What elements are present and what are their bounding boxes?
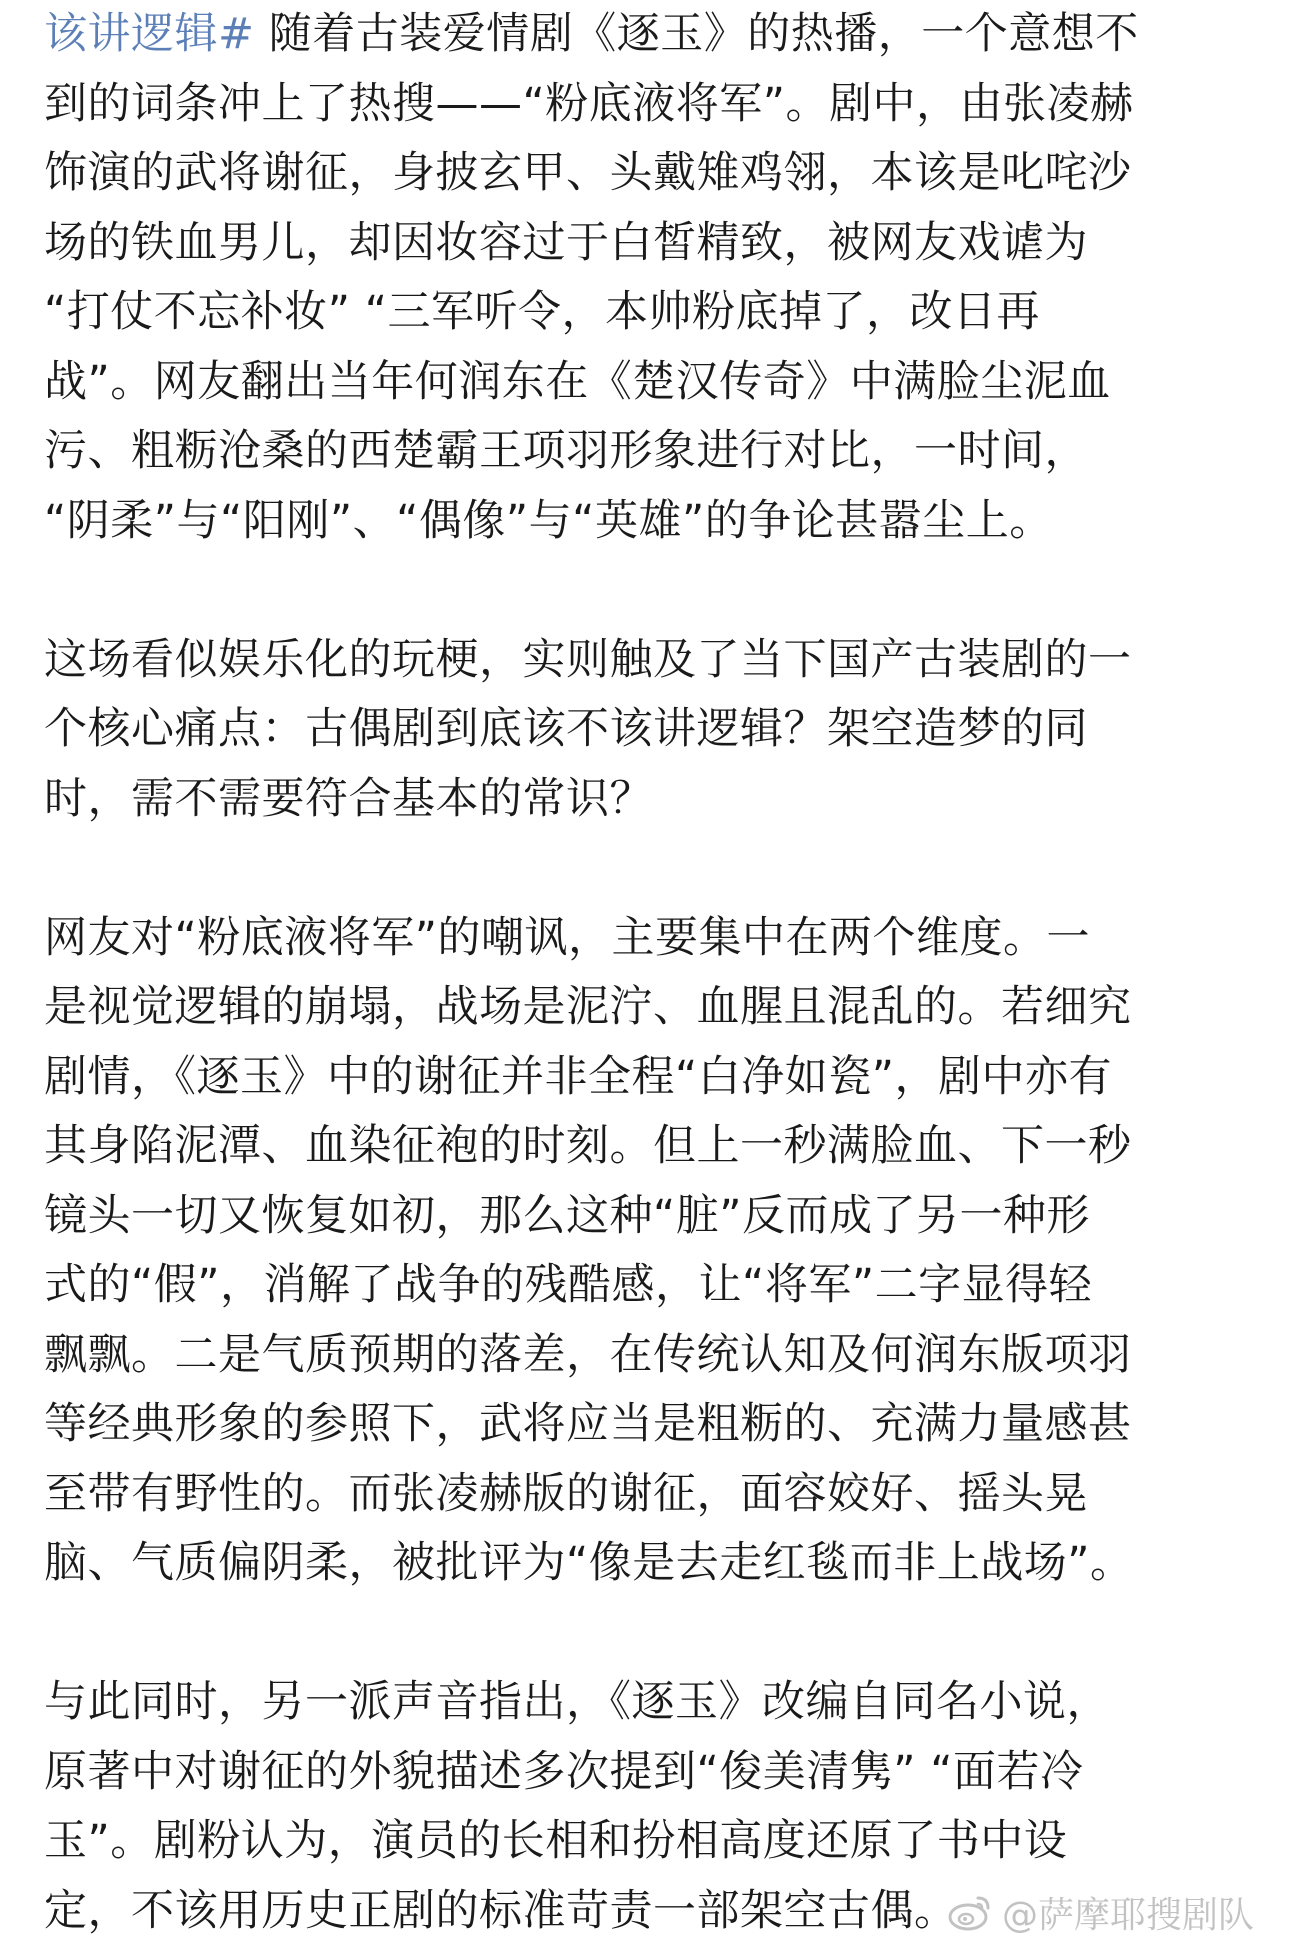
paragraph-line: 战”。网友翻出当年何润东在《楚汉传奇》中满脸尘泥血 — [44, 356, 1111, 407]
paragraph-1 — [44, 0, 1250, 556]
paragraph-line: 到的词条冲上了热搜——“粉底液将军”。剧中，由张凌赫 — [44, 78, 1134, 129]
paragraph-line: 其身陷泥潭、血染征袍的时刻。但上一秒满脸血、下一秒 — [44, 1121, 1132, 1171]
paragraph-line: 场的铁血男儿，却因妆容过于白皙精致，被网友戏谑为 — [44, 217, 1088, 268]
paragraph-line: 污、粗粝沧桑的西楚霸王项羽形象进行对比，一时间， — [44, 426, 1088, 476]
line-text: 随着古装爱情剧《逐玉》的热播，一个意想不 — [254, 9, 1139, 59]
weibo-logo-icon — [946, 1892, 994, 1932]
paragraph-line: 至带有野性的。而张凌赫版的谢征，面容姣好、摇头晃 — [44, 1468, 1088, 1519]
post-body — [44, 0, 1250, 1946]
paragraph-line: 定，不该用历史正剧的标准苛责一部架空古偶。 — [44, 1885, 958, 1936]
paragraph-2 — [44, 626, 1250, 835]
paragraph-line: 等经典形象的参照下，武将应当是粗粝的、充满力量感甚 — [44, 1399, 1132, 1449]
paragraph-line: “阴柔”与“阳刚”、“偶像”与“英雄”的争论甚嚣尘上。 — [44, 495, 1053, 546]
watermark-text: @萨摩耶搜剧队 — [1001, 1894, 1254, 1936]
paragraph-3 — [44, 904, 1250, 1599]
paragraph-line: 饰演的武将谢征，身披玄甲、头戴雉鸡翎，本该是叱咤沙 — [44, 148, 1132, 198]
paragraph-line: 玉”。剧粉认为，演员的长相和扮相高度还原了书中设 — [44, 1816, 1068, 1866]
paragraph-line: 式的“假”，消解了战争的残酷感，让“将军”二字显得轻 — [44, 1260, 1093, 1310]
hashtag-link[interactable]: 该讲逻辑# — [44, 9, 255, 59]
paragraph-line: 原著中对谢征的外貌描述多次提到“俊美清隽” “面若冷 — [44, 1746, 1084, 1797]
weibo-watermark — [946, 1890, 1254, 1934]
paragraph-line: 飘飘。二是气质预期的落差，在传统认知及何润东版项羽 — [44, 1329, 1132, 1380]
paragraph-line: 网友对“粉底液将军”的嘲讽，主要集中在两个维度。一 — [44, 912, 1091, 963]
paragraph-line: “打仗不忘补妆” “三军听令，本帅粉底掉了，改日再 — [44, 287, 1040, 337]
paragraph-line: 是视觉逻辑的崩塌，战场是泥泞、血腥且混乱的。若细究 — [44, 982, 1132, 1032]
paragraph-line: 剧情，《逐玉》中的谢征并非全程“白净如瓷”，剧中亦有 — [44, 1051, 1113, 1102]
paragraph-line: 脑、气质偏阴柔，被批评为“像是去走红毯而非上战场”。 — [44, 1538, 1134, 1588]
paragraph-line: 个核心痛点：古偶剧到底该不该讲逻辑？架空造梦的同 — [44, 704, 1088, 754]
paragraph-line — [44, 0, 1250, 70]
paragraph-line: 镜头一切又恢复如初，那么这种“脏”反而成了另一种形 — [44, 1190, 1091, 1241]
paragraph-line: 时，需不需要符合基本的常识？ — [44, 773, 653, 824]
paragraph-line: 与此同时，另一派声音指出，《逐玉》改编自同名小说， — [44, 1677, 1110, 1727]
paragraph-line: 这场看似娱乐化的玩梗，实则触及了当下国产古装剧的一 — [44, 634, 1132, 685]
